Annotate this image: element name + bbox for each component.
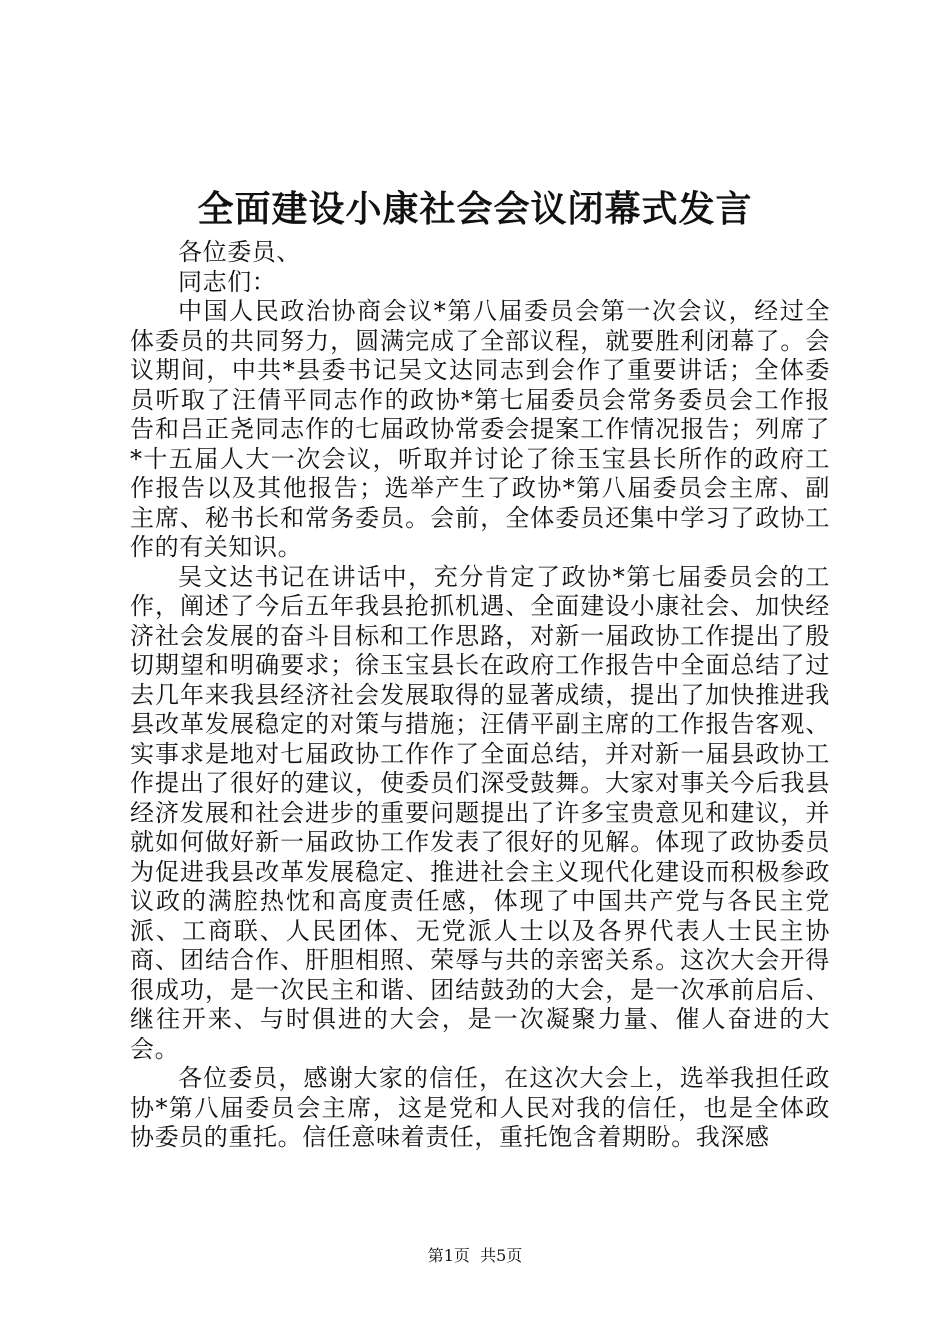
salutation-line: 同志们： [178,267,277,296]
document-body [130,238,830,1153]
body-paragraph: 各位委员，感谢大家的信任，在这次大会上，选举我担任政协*第八届委员会主席，这是党和人民对我的信任，也是全体政协委员的重托。信任意味着责任，重托饱含着期盼。我深感 [130,1064,830,1151]
salutation-line: 各位委员、 [178,238,301,266]
page-number: 第1页 共5页 [427,1246,523,1265]
body-paragraph: 吴文达书记在讲话中，充分肯定了政协*第七届委员会的工作，阐述了今后五年我县抢抓机遇、全面建设小康社会、加快经济社会发展的奋斗目标和工作思路，对新一届政协工作提出了殷切期望和明确要求；徐玉宝县长在政府工作报告中全面总结了过去几年来我县经济社会发展取得的显著成绩，提出了加快推进我县改革发展稳定的对策与措施；汪倩平副主席的工作报告客观、实事求是地对七届政协工作作了全面总结，并对新一届县政协工作提出了很好的建议，使委员们深受鼓舞。大家对事关今后我县经济发展和社会进步的重要问题提出了许多宝贵意见和建议，并就如何做好新一届政协工作发表了很好的见解。体现了政协委员为促进我县改革发展稳定、推进社会主义现代化建设而积极参政议政的满腔热忱和高度责任感，体现了中国共产党与各民主党派、工商联、人民团体、无党派人士以及各界代表人士民主协商、团结合作、肝胆相照、荣辱与共的亲密关系。这次大会开得很成功，是一次民主和谐、团结鼓劲的大会，是一次承前启后、继往开来、与时俱进的大会，是一次凝聚力量、催人奋进的大会。 [130,562,830,1063]
document-title: 全面建设小康社会会议闭幕式发言 [197,188,753,230]
page-footer [0,1246,950,1266]
body-paragraph: 中国人民政治协商会议*第八届委员会第一次会议，经过全体委员的共同努力，圆满完成了全部议程，就要胜利闭幕了。会议期间，中共*县委书记吴文达同志到会作了重要讲话；全体委员听取了汪倩平同志作的政协*第七届委员会常务委员会工作报告和吕正尧同志作的七届政协常委会提案工作情况报告；列席了*十五届人大一次会议，听取并讨论了徐玉宝县长所作的政府工作报告以及其他报告；选举产生了政协*第八届委员会主席、副主席、秘书长和常务委员。会前，全体委员还集中学习了政协工作的有关知识。 [130,297,830,561]
